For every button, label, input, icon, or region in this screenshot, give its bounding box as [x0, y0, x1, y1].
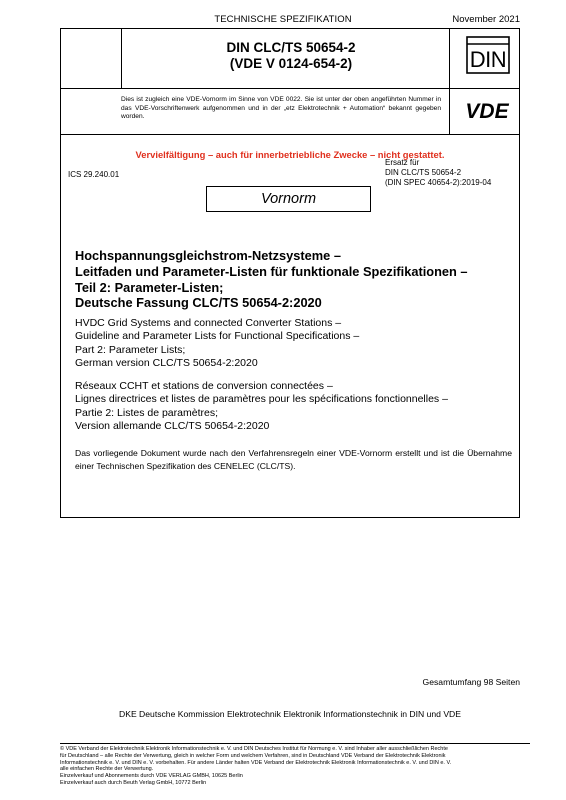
standard-number-line1: DIN CLC/TS 50654-2: [226, 40, 356, 55]
footer-separator: [60, 743, 530, 744]
title-french-line: Partie 2: Listes de paramètres;: [75, 406, 218, 419]
copy-warning: Vervielfältigung – auch für innerbetriebliche Zwecke – nicht gestattet.: [135, 149, 445, 160]
procedure-note: Das vorliegende Dokument wurde nach den Verfahrensregeln einer VDE-Vornorm erstellt und ist die Übernahme einer Technischen Spezifikation des CENELEC (CLC/TS).: [75, 448, 512, 472]
footer-line: alle einfachen Rechte der Verwertung.: [60, 766, 154, 773]
replaces-block: [385, 158, 491, 189]
vornorm-label: Vornorm: [206, 186, 371, 212]
title-english-line: Guideline and Parameter Lists for Functional Specifications –: [75, 330, 360, 343]
din-logo-text: DIN: [469, 47, 507, 72]
ics-code: ICS 29.240.01: [68, 170, 120, 179]
title-german: [75, 248, 468, 311]
din-logo: [466, 36, 510, 74]
footer-line: © VDE Verband der Elektrotechnik Elektronik Informationstechnik e. V. und DIN Deutsches Institut für Normung e. V. sind Inhaber aller ausschließlichen Rechte: [60, 746, 448, 752]
footer-line: Einzelverkauf und Abonnements durch VDE VERLAG GMBH, 10625 Berlin: [60, 773, 243, 780]
replaces-standard: DIN CLC/TS 50654-2: [385, 168, 462, 178]
dke-line: DKE Deutsche Kommission Elektrotechnik Elektronik Informationstechnik in DIN und VDE: [119, 709, 461, 719]
title-german-line: Teil 2: Parameter-Listen;: [75, 279, 224, 295]
replaces-label: Ersatz für: [385, 158, 420, 167]
frame-divider-top: [60, 88, 520, 89]
title-english-line: Part 2: Parameter Lists;: [75, 343, 186, 356]
copyright-footer: [60, 746, 530, 787]
frame-divider-left: [121, 28, 122, 88]
standard-number: [124, 40, 458, 72]
footer-line: für Deutschland – alle Rechte der Verwertung, gleich in welcher Form und welchem Verfahren, sind in Deutschland VDE Verband der Elektrotechnik Elektronik: [60, 752, 446, 759]
title-german-line: Leitfaden und Parameter-Listen für funktionale Spezifikationen –: [75, 263, 468, 279]
footer-line: Informationstechnik e. V. und DIN e. V. vorbehalten. Für andere Länder halten VDE Verband der Elektrotechnik Elektronik Informationstechnik e. V. und DIN e. V.: [60, 759, 452, 766]
title-french-line: Réseaux CCHT et stations de conversion connectées –: [75, 380, 333, 392]
standard-number-line2: (VDE V 0124-654-2): [229, 56, 353, 71]
replaces-spec: (DIN SPEC 40654-2):2019-04: [385, 178, 492, 188]
title-english: [75, 317, 359, 370]
title-english-line: HVDC Grid Systems and connected Converter Stations –: [75, 317, 342, 329]
footer-line: Einzelverkauf auch durch Beuth Verlag GmbH, 10772 Berlin: [60, 779, 207, 786]
title-german-line: Hochspannungsgleichstrom-Netzsysteme –: [75, 248, 341, 263]
publication-date: November 2021: [452, 14, 520, 25]
vde-note: Dies ist zugleich eine VDE-Vornorm im Sinne von VDE 0022. Sie ist unter der oben angeführten Nummer in das VDE-Vorschriftenwerk aufgenommen und in der „etz Elektrotechnik + Automation“ bekannt gegeben worden.: [121, 96, 441, 121]
document-type: TECHNISCHE SPEZIFIKATION: [214, 14, 352, 25]
title-french-line: Version allemande CLC/TS 50654-2:2020: [75, 419, 270, 432]
title-german-line: Deutsche Fassung CLC/TS 50654-2:2020: [75, 295, 322, 311]
vde-logo-text: VDE: [465, 100, 509, 121]
title-french-line: Lignes directrices et listes de paramètres pour les spécifications fonctionnelles –: [75, 393, 448, 406]
title-english-line: German version CLC/TS 50654-2:2020: [75, 356, 258, 369]
total-pages: Gesamtumfang 98 Seiten: [422, 677, 520, 687]
vde-logo: [458, 99, 516, 121]
title-french: [75, 380, 448, 433]
frame-divider-middle: [60, 134, 520, 135]
